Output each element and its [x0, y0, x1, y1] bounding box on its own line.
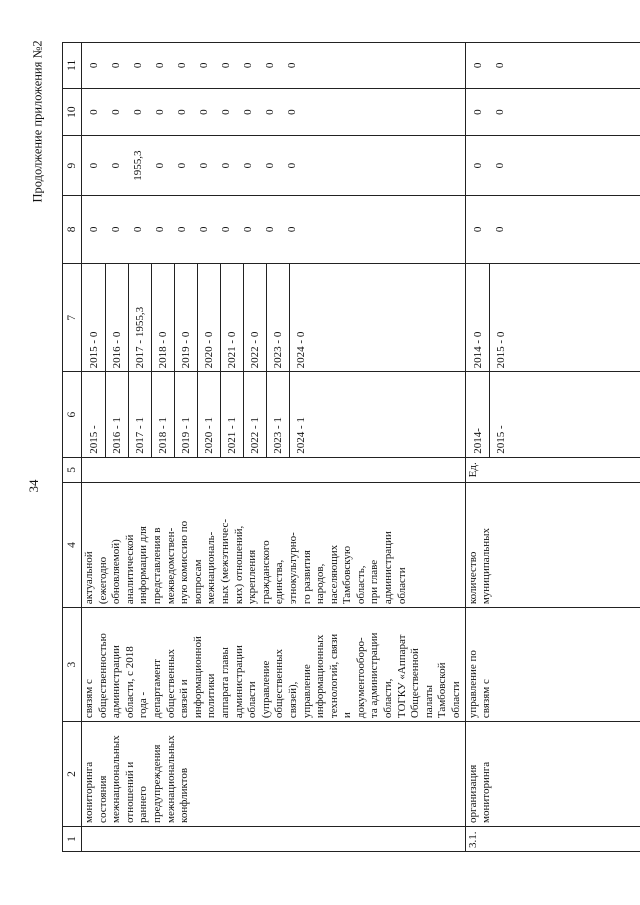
cell-line: области [395, 567, 408, 605]
cell-col9 [465, 136, 640, 195]
cell-line: 2021 - 1 [221, 372, 244, 456]
cell-line: 0 [242, 226, 254, 233]
cell-line: 0 [154, 62, 166, 69]
cell-line: область, [354, 565, 367, 605]
cell-line: и [341, 712, 354, 719]
cell-line: управление [300, 664, 313, 719]
cell-line: 0 [264, 109, 276, 115]
cell-line: администрации [110, 645, 123, 719]
cell-line: 0 [471, 162, 484, 169]
cell-line: Общественной [409, 648, 422, 719]
cell-line: количество [466, 551, 479, 605]
cell-line: единства, [273, 559, 286, 605]
header-cell: 10 [63, 88, 82, 136]
cell-line: 0 [493, 162, 506, 169]
cell-line: области, [382, 678, 395, 719]
cell-line: ную комиссию по [178, 520, 191, 605]
cell-line: 2020 - 1 [198, 372, 221, 456]
appendix-table [62, 42, 640, 852]
header-cell: 8 [63, 195, 82, 263]
cell-line: 2015 - 0 [83, 264, 106, 371]
cell-funding [82, 264, 466, 372]
cell-line: 2015 - [83, 372, 106, 456]
cell-line: 2024 - 0 [295, 331, 307, 369]
cell-line: информационных [314, 634, 327, 719]
cell-line: 0 [176, 109, 188, 115]
cell-line: 0 [198, 62, 210, 69]
cell-line: конфликтов [178, 767, 191, 823]
cell-line: 0 [88, 162, 100, 169]
cell-line: 0 [198, 226, 210, 233]
cell-line: 0 [264, 62, 276, 69]
cell-line: 2019 - 1 [175, 372, 198, 456]
cell-line: 0 [110, 226, 122, 233]
cell-line: палаты [422, 684, 435, 719]
page-number: 34 [26, 479, 41, 493]
cell-unit [82, 457, 466, 482]
header-cell: 1 [63, 826, 82, 851]
cell-indicator [82, 482, 466, 607]
cell-line: информации для [137, 526, 150, 605]
cell-line: 2014- [467, 372, 490, 456]
cell-line: 0 [493, 109, 506, 115]
header-cell: 2 [63, 722, 82, 827]
cell-line: департамент [150, 659, 163, 719]
cell-line: при главе [368, 559, 381, 605]
cell-line: Тамбовскую [341, 545, 354, 605]
cell-line: межнациональных [110, 735, 123, 823]
cell-executor [82, 608, 466, 722]
cell-line: организация [466, 764, 479, 823]
cell-num: 3.1. [465, 826, 640, 851]
cell-line: народов, [314, 563, 327, 605]
cell-line: 0 [176, 226, 188, 233]
cell-line: общественных [164, 649, 177, 719]
cell-line: года - [137, 691, 150, 719]
cell-line: 0 [242, 162, 254, 169]
cell-line: 2014 - 0 [467, 264, 490, 371]
header-cell: 5 [63, 457, 82, 482]
cell-line: 2017 - 1955,3 [129, 264, 152, 371]
cell-line: 2023 - 1 [267, 372, 290, 456]
cell-line: 0 [154, 109, 166, 115]
cell-line: мониторинга [83, 761, 95, 823]
cell-line: 0 [493, 226, 506, 233]
cell-line: 0 [88, 226, 100, 233]
cell-line: представления в [150, 527, 163, 605]
cell-line: 0 [286, 226, 298, 233]
cell-line: 0 [176, 62, 188, 69]
cell-line: 2022 - 1 [244, 372, 267, 456]
cell-line: этнокультурно- [286, 532, 299, 605]
cell-line: 0 [286, 62, 298, 69]
cell-line: области [450, 681, 463, 719]
cell-line: 0 [264, 226, 276, 233]
cell-line: 2021 - 0 [221, 264, 244, 371]
cell-line: актуальной [83, 551, 95, 605]
cell-line: 0 [110, 162, 122, 169]
cell-event [465, 722, 640, 827]
cell-line: 0 [471, 109, 484, 115]
cell-line: 0 [220, 226, 232, 233]
cell-line: 2018 - 0 [152, 264, 175, 371]
cell-line: Тамбовской [436, 662, 449, 719]
cell-line: 0 [264, 162, 276, 169]
cell-col11 [465, 43, 640, 89]
cell-line: вопросам [191, 559, 204, 605]
header-cell: 9 [63, 136, 82, 195]
cell-line: состояния [96, 775, 109, 823]
cell-line: 0 [176, 162, 188, 169]
cell-col10 [465, 88, 640, 136]
cell-col8 [465, 195, 640, 263]
cell-line: управление по [466, 650, 479, 719]
cell-line: отношений и [123, 761, 136, 823]
cell-line: мониторинга [480, 761, 493, 823]
cell-line: 0 [220, 162, 232, 169]
cell-funding [465, 264, 640, 372]
cell-line: 2016 - 0 [106, 264, 129, 371]
cell-line: 0 [471, 226, 484, 233]
cell-line: муниципальных [480, 528, 493, 605]
cell-line: 2015 - [494, 425, 507, 454]
header-cell: 11 [63, 43, 82, 89]
cell-line: связей и [178, 679, 191, 719]
cell-line: 2024 - 1 [295, 417, 307, 454]
document-table-rotated [62, 42, 612, 852]
cell-line: 1955,3 [132, 150, 144, 181]
cell-line: 0 [242, 109, 254, 115]
cell-line: 0 [220, 62, 232, 69]
cell-line: (ежегодно [96, 556, 109, 605]
cell-line: обновляемой) [110, 539, 123, 605]
cell-line: 2019 - 0 [175, 264, 198, 371]
header-cell: 4 [63, 482, 82, 607]
cell-line: 0 [154, 162, 166, 169]
cell-col8 [82, 195, 466, 263]
table-row [82, 43, 466, 852]
cell-line: 2023 - 0 [267, 264, 290, 371]
cell-unit: Ед. [465, 457, 640, 482]
cell-num [82, 826, 466, 851]
header-row [63, 43, 82, 852]
header-cell: 6 [63, 372, 82, 457]
cell-col11 [82, 43, 466, 89]
cell-line: го развития [300, 550, 313, 605]
header-cell: 3 [63, 608, 82, 722]
cell-line: та администрации [368, 632, 381, 719]
cell-line: 0 [88, 109, 100, 115]
cell-line: 2020 - 0 [198, 264, 221, 371]
cell-line: общественностью [96, 633, 109, 719]
cell-line: ТОГКУ «Аппарат [395, 634, 408, 719]
cell-line: населяющих [327, 544, 340, 605]
cell-line: предупреждения [150, 744, 163, 823]
cell-line: 0 [286, 109, 298, 115]
cell-line: укрепления [246, 549, 259, 605]
cell-line: связям с [83, 679, 95, 719]
cell-line: 0 [88, 62, 100, 69]
cell-line: 0 [220, 109, 232, 115]
cell-line: 0 [242, 62, 254, 69]
cell-line: 0 [286, 162, 298, 169]
cell-line: технологий, связи [327, 633, 340, 719]
cell-line: гражданского [259, 540, 272, 605]
cell-line: области, с 2018 [123, 646, 136, 719]
cell-line: 0 [132, 62, 144, 69]
cell-line: области [246, 681, 259, 719]
cell-indicator [465, 482, 640, 607]
cell-line: 2016 - 1 [106, 372, 129, 456]
cell-line: связям с [480, 679, 493, 719]
cell-col10 [82, 88, 466, 136]
cell-line: администрации [382, 531, 395, 605]
cell-line: аппарата главы [218, 647, 231, 719]
header-cell: 7 [63, 264, 82, 372]
cell-line: 2018 - 1 [152, 372, 175, 456]
cell-line: 0 [132, 226, 144, 233]
cell-line: раннего [137, 786, 150, 823]
cell-col9 [82, 136, 466, 195]
page-annotation: Продолжение приложения №2 [30, 40, 45, 203]
cell-line: 0 [110, 62, 122, 69]
cell-line: 0 [198, 109, 210, 115]
cell-line: ких) отношений, [232, 525, 245, 605]
cell-years [465, 372, 640, 457]
cell-line: 2017 - 1 [129, 372, 152, 456]
cell-line: общественных [273, 649, 286, 719]
cell-line: (управление [259, 660, 272, 719]
cell-line: 0 [154, 226, 166, 233]
cell-line: политики [205, 673, 218, 719]
cell-event [82, 722, 466, 827]
cell-line: 0 [493, 62, 506, 69]
table-row [465, 43, 640, 852]
cell-line: документооборо- [354, 637, 367, 719]
cell-line: межнациональных [164, 735, 177, 823]
cell-line: ных (межэтничес- [218, 519, 231, 605]
cell-line: связей), [286, 681, 299, 719]
cell-executor [465, 608, 640, 722]
cell-line: 2022 - 0 [244, 264, 267, 371]
cell-line: межведомствен- [164, 527, 177, 605]
cell-line: 0 [471, 62, 484, 69]
cell-line: межнациональ- [205, 531, 218, 605]
cell-line: 0 [132, 109, 144, 115]
cell-line: аналитической [123, 534, 136, 605]
cell-line: информационной [191, 636, 204, 719]
cell-line: 0 [110, 109, 122, 115]
cell-line: 2015 - 0 [494, 331, 507, 369]
cell-years [82, 372, 466, 457]
cell-line: администрации [232, 645, 245, 719]
cell-line: 0 [198, 162, 210, 169]
